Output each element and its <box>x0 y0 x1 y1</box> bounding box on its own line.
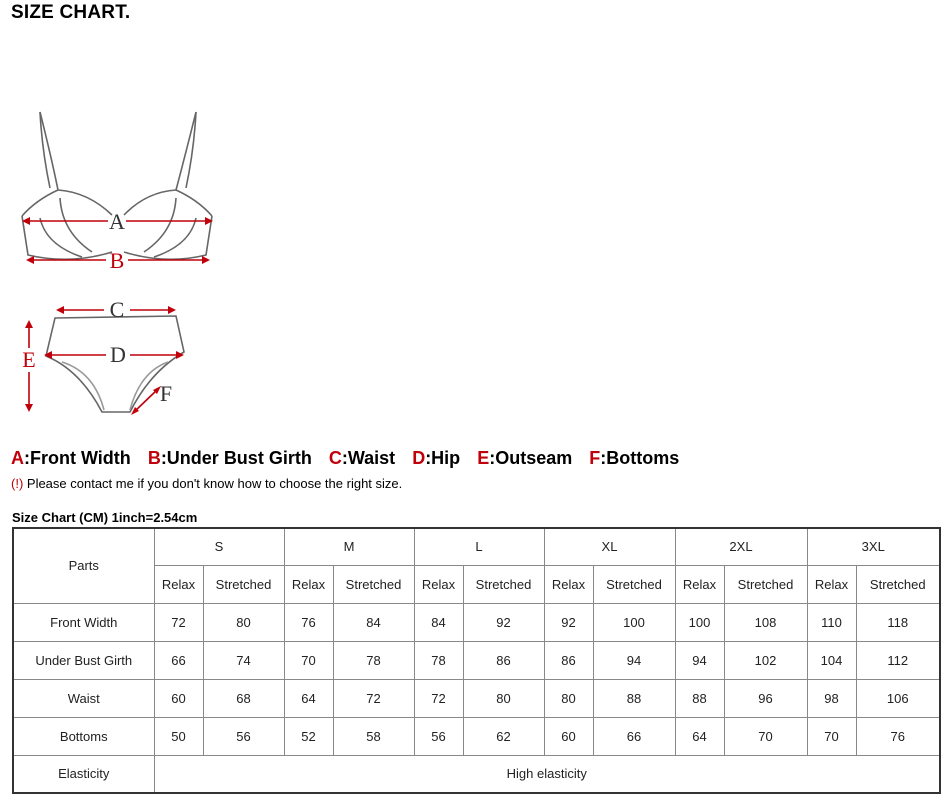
table-row <box>13 679 940 717</box>
table-cell: 66 <box>154 641 203 679</box>
legend-hip: D:Hip <box>412 448 461 468</box>
row-label: Elasticity <box>13 755 154 793</box>
legend-bottoms: F:Bottoms <box>589 448 680 468</box>
table-row <box>13 603 940 641</box>
table-cell: 78 <box>414 641 463 679</box>
table-caption: Size Chart (CM) 1inch=2.54cm <box>12 510 198 525</box>
size-help-note <box>11 476 402 491</box>
label-a <box>22 209 213 234</box>
label-e-text: E <box>22 347 36 372</box>
legend-waist: C:Waist <box>328 448 396 468</box>
legend-front-width: A:Front Width <box>11 448 131 468</box>
label-d-text: D <box>110 342 126 367</box>
table-cell: 96 <box>724 679 807 717</box>
table-cell: 80 <box>463 679 544 717</box>
table-cell: 58 <box>333 717 414 755</box>
table-cell: 92 <box>463 603 544 641</box>
warning-mark: (!) <box>11 476 24 491</box>
elasticity-row <box>13 755 940 793</box>
table-cell: 74 <box>203 641 284 679</box>
subheader-stretched: Stretched <box>463 565 544 603</box>
subheader-relax: Relax <box>154 565 203 603</box>
size-header-xl: XL <box>544 528 675 565</box>
row-label: Waist <box>13 679 154 717</box>
subheader-relax: Relax <box>807 565 856 603</box>
subheader-stretched: Stretched <box>856 565 940 603</box>
table-cell: 72 <box>414 679 463 717</box>
table-cell: 86 <box>544 641 593 679</box>
table-cell: 56 <box>414 717 463 755</box>
subheader-stretched: Stretched <box>333 565 414 603</box>
legend-outseam: E:Outseam <box>477 448 573 468</box>
table-cell: 76 <box>856 717 940 755</box>
table-cell: 106 <box>856 679 940 717</box>
subheader-stretched: Stretched <box>203 565 284 603</box>
size-header-3xl: 3XL <box>807 528 940 565</box>
table-cell: 100 <box>675 603 724 641</box>
size-header-2xl: 2XL <box>675 528 807 565</box>
table-cell: 86 <box>463 641 544 679</box>
subheader-relax: Relax <box>414 565 463 603</box>
table-cell: 60 <box>154 679 203 717</box>
subheader-relax: Relax <box>544 565 593 603</box>
subheader-stretched: Stretched <box>724 565 807 603</box>
parts-header: Parts <box>13 528 154 603</box>
page-title: SIZE CHART. <box>11 2 131 23</box>
size-table <box>12 527 941 794</box>
table-row <box>13 717 940 755</box>
label-b-text: B <box>109 248 125 273</box>
table-cell: 100 <box>593 603 675 641</box>
table-cell: 108 <box>724 603 807 641</box>
table-cell: 98 <box>807 679 856 717</box>
size-header-m: M <box>284 528 414 565</box>
label-a-text: A <box>109 209 125 234</box>
table-cell: 84 <box>414 603 463 641</box>
table-cell: 78 <box>333 641 414 679</box>
note-text: Please contact me if you don't know how to choose the right size. <box>23 476 403 491</box>
table-cell: 110 <box>807 603 856 641</box>
subheader-relax: Relax <box>284 565 333 603</box>
table-cell: 68 <box>203 679 284 717</box>
size-diagram <box>0 95 230 425</box>
table-cell: 88 <box>593 679 675 717</box>
table-cell: 76 <box>284 603 333 641</box>
table-cell: 80 <box>544 679 593 717</box>
label-c-text: C <box>109 297 125 322</box>
table-cell: 70 <box>807 717 856 755</box>
row-label: Front Width <box>13 603 154 641</box>
table-row <box>13 641 940 679</box>
table-cell: 118 <box>856 603 940 641</box>
label-b <box>26 248 210 273</box>
table-cell: 70 <box>724 717 807 755</box>
table-cell: 94 <box>675 641 724 679</box>
table-cell: 66 <box>593 717 675 755</box>
label-e <box>22 320 35 412</box>
table-cell: 64 <box>675 717 724 755</box>
table-cell: 104 <box>807 641 856 679</box>
measurement-legend <box>11 448 691 469</box>
table-cell: 70 <box>284 641 333 679</box>
table-cell: 80 <box>203 603 284 641</box>
table-cell: 50 <box>154 717 203 755</box>
bra-illustration <box>22 112 212 259</box>
table-cell: 112 <box>856 641 940 679</box>
table-cell: 94 <box>593 641 675 679</box>
subheader-relax: Relax <box>675 565 724 603</box>
table-cell: 64 <box>284 679 333 717</box>
subheader-stretched: Stretched <box>593 565 675 603</box>
row-label: Under Bust Girth <box>13 641 154 679</box>
table-cell: 52 <box>284 717 333 755</box>
legend-under-bust-girth: B:Under Bust Girth <box>147 448 312 468</box>
table-cell: 88 <box>675 679 724 717</box>
table-cell: 92 <box>544 603 593 641</box>
row-label: Bottoms <box>13 717 154 755</box>
table-cell: 102 <box>724 641 807 679</box>
label-f-text: F <box>159 381 173 406</box>
table-cell: 60 <box>544 717 593 755</box>
table-cell: 72 <box>333 679 414 717</box>
size-header-l: L <box>414 528 544 565</box>
table-cell: 72 <box>154 603 203 641</box>
table-cell: 84 <box>333 603 414 641</box>
elasticity-value: High elasticity <box>154 755 940 793</box>
table-cell: 56 <box>203 717 284 755</box>
size-header-s: S <box>154 528 284 565</box>
table-cell: 62 <box>463 717 544 755</box>
size-header-row <box>13 528 940 565</box>
